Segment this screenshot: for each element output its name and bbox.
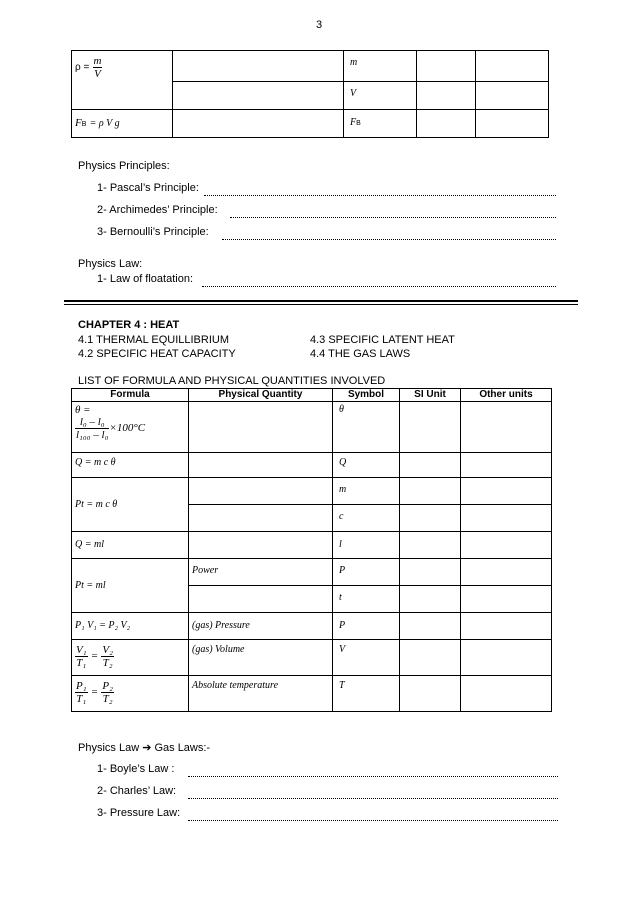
topic-4-3: 4.3 SPECIFIC LATENT HEAT [310, 334, 455, 346]
answer-line [230, 217, 556, 218]
cell [476, 82, 549, 110]
quantity-power: Power [189, 559, 333, 586]
quantity-absolute-temperature: Absolute temperature [189, 676, 333, 712]
gas-law-boyle: 1- Boyle’s Law : [97, 763, 175, 775]
cell [400, 586, 461, 613]
buoyancy-formula: = ρ V g [89, 118, 120, 129]
q-mc-formula: Q = m c θ [72, 453, 189, 478]
cell [461, 586, 552, 613]
gas-laws-heading: Physics Law ➔ Gas Laws:- [78, 742, 211, 754]
pressure-t2: T₂ [102, 693, 113, 705]
answer-line [222, 239, 556, 240]
pressure-p2: P₂ [102, 680, 113, 692]
symbol-theta: θ [333, 402, 400, 453]
charles-v1: V₁ [76, 644, 87, 656]
header-physical-quantity: Physical Quantity [189, 389, 333, 402]
symbol-m-heat: m [333, 478, 400, 505]
boyle-formula: P₁ V₁ = P₂ V₂ [72, 613, 189, 640]
header-formula: Formula [72, 389, 189, 402]
cell [417, 82, 476, 110]
law-floatation: 1- Law of floatation: [97, 273, 194, 285]
pressure-t1: T₁ [76, 693, 87, 705]
cell [461, 559, 552, 586]
symbol-m: m [344, 51, 417, 82]
cell [476, 110, 549, 138]
divider-line [64, 300, 578, 302]
symbol-c: c [333, 505, 400, 532]
list-title: LIST OF FORMULA AND PHYSICAL QUANTITIES INVOLVED [78, 375, 386, 387]
header-si-unit: SI Unit [400, 389, 461, 402]
charles-t1: T₁ [76, 657, 87, 669]
cell [461, 505, 552, 532]
symbol-p-pressure: P [333, 613, 400, 640]
answer-line [202, 286, 556, 287]
cell [173, 82, 344, 110]
pt-ml-formula: Pt = ml [72, 559, 189, 613]
cell [189, 505, 333, 532]
principle-bernoulli: 3- Bernoulli’s Principle: [97, 226, 209, 238]
density-denominator: V [94, 68, 101, 80]
symbol-fb-main: F [350, 117, 357, 128]
density-prefix: ρ = [75, 62, 90, 73]
cell [189, 478, 333, 505]
cell [400, 532, 461, 559]
theta-formula-cell [72, 402, 189, 453]
header-other-units: Other units [461, 389, 552, 402]
cell [173, 110, 344, 138]
topic-4-2: 4.2 SPECIFIC HEAT CAPACITY [78, 348, 236, 360]
cell [476, 51, 549, 82]
cell [189, 402, 333, 453]
symbol-l: l [333, 532, 400, 559]
buoyancy-sub: B [81, 121, 87, 128]
symbol-q: Q [333, 453, 400, 478]
page-number: 3 [315, 19, 323, 31]
pressure-p1: P₁ [76, 680, 87, 692]
q-ml-formula: Q = ml [72, 532, 189, 559]
topic-4-4: 4.4 THE GAS LAWS [310, 348, 411, 360]
quantity-gas-pressure: (gas) Pressure [189, 613, 333, 640]
gas-law-pressure: 3- Pressure Law: [97, 807, 181, 819]
symbol-fb-sub: B [356, 120, 361, 127]
cell [189, 586, 333, 613]
cell [461, 453, 552, 478]
header-symbol: Symbol [333, 389, 400, 402]
cell [461, 402, 552, 453]
density-numerator: m [93, 55, 102, 67]
cell [189, 532, 333, 559]
theta-multiplier: ×100°C [109, 422, 146, 434]
principle-pascal: 1- Pascal’s Principle: [97, 182, 199, 194]
charles-formula-cell: $\frac{\text{V₁}}{\text{T₁}}$ = $\frac{\text{V₂}}{\text{T₂}}$ [72, 640, 189, 676]
pressure-law-formula-cell: $\frac{\text{P₁}}{\text{T₁}}$ = $\frac{\text{P₂}}{\text{T₂}}$ [72, 676, 189, 712]
law-heading: Physics Law: [78, 258, 143, 270]
cell [417, 51, 476, 82]
cell [400, 478, 461, 505]
theta-eq: θ = [75, 404, 91, 416]
cell [400, 559, 461, 586]
chapter-title: CHAPTER 4 : HEAT [78, 319, 180, 331]
cell [461, 676, 552, 712]
buoyancy-formula-cell: FB = ρ V g [72, 110, 173, 138]
theta-denominator: l₁₀₀ – l₀ [76, 429, 109, 441]
heat-formula-table [71, 388, 552, 712]
quantity-gas-volume: (gas) Volume [189, 640, 333, 676]
charles-v2: V₂ [102, 644, 113, 656]
cell [173, 51, 344, 82]
density-buoyancy-table [71, 50, 549, 138]
symbol-t-time: t [333, 586, 400, 613]
principles-heading: Physics Principles: [78, 160, 170, 172]
cell [400, 676, 461, 712]
cell [461, 532, 552, 559]
answer-line [188, 776, 558, 777]
cell [189, 453, 333, 478]
gas-law-charles: 2- Charles’ Law: [97, 785, 177, 797]
topic-4-1: 4.1 THERMAL EQUILLIBRIUM [78, 334, 229, 346]
cell [400, 505, 461, 532]
symbol-fb [344, 110, 417, 138]
cell [400, 613, 461, 640]
cell [400, 402, 461, 453]
cell [400, 640, 461, 676]
principle-archimedes: 2- Archimedes’ Principle: [97, 204, 218, 216]
cell [461, 613, 552, 640]
pt-mc-formula: Pt = m c θ [72, 478, 189, 532]
cell [400, 453, 461, 478]
symbol-v-volume: V [333, 640, 400, 676]
symbol-t-temperature: T [333, 676, 400, 712]
theta-numerator: l₀ – l₀ [75, 416, 109, 429]
cell [461, 640, 552, 676]
answer-line [188, 798, 558, 799]
answer-line [204, 195, 556, 196]
cell [461, 478, 552, 505]
divider-line-thin [64, 304, 578, 305]
symbol-v: V [344, 82, 417, 110]
charles-t2: T₂ [102, 657, 113, 669]
answer-line [188, 820, 558, 821]
cell [417, 110, 476, 138]
symbol-p-power: P [333, 559, 400, 586]
density-formula-cell [72, 51, 173, 110]
